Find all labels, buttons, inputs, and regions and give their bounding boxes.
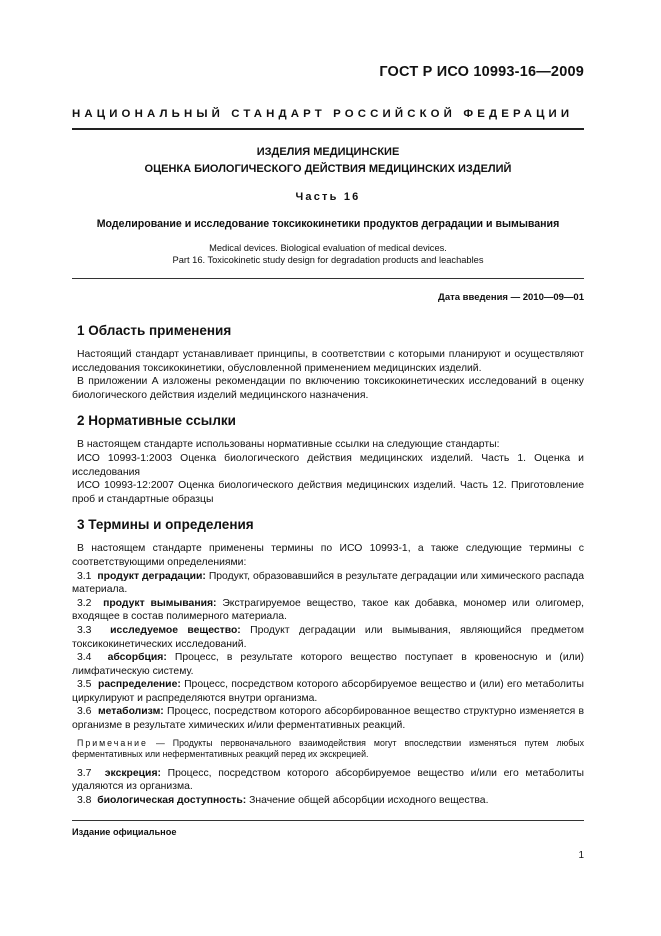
term-name: исследуемое вещество: bbox=[110, 624, 241, 636]
term-name: экскреция: bbox=[104, 767, 161, 779]
standard-code: ГОСТ Р ИСО 10993-16—2009 bbox=[379, 64, 584, 80]
term-name: метаболизм: bbox=[97, 706, 164, 718]
term-entry: 3.3 исследуемое вещество: Продукт деградации или вымывания, являющийся предметом токсикокинетических исследований. bbox=[72, 624, 585, 650]
document-subtitle: Моделирование и исследование токсикокинетики продуктов деградации и вымывания bbox=[96, 218, 560, 230]
note-text: — Продукты первоначального взаимодействия могут впоследствии изменяться путем любых ферментативных или неферментативных реакций перед их экскрецией. bbox=[72, 737, 584, 760]
term-name: продукт вымывания: bbox=[103, 597, 217, 609]
official-edition-label: Издание официальное bbox=[72, 827, 177, 837]
footer-divider bbox=[72, 820, 584, 821]
title-line-1: ИЗДЕЛИЯ МЕДИЦИНСКИЕ bbox=[256, 146, 400, 158]
section-2-reference: ИСО 10993-12:2007 Оценка биологического действия медицинских изделий. Часть 12. Приготовление проб и стандартные образцы bbox=[72, 480, 584, 505]
term-entry: 3.6 метаболизм: Процесс, посредством которого абсорбированное вещество структурно изменяется в организме в результате химических и/или ферментативных реакций. bbox=[72, 706, 585, 732]
section-1-paragraph: Настоящий стандарт устанавливает принципы, в соответствии с которыми планируют и осуществляют исследования токсикокинетики, обусловленной применением медицинских изделий. bbox=[72, 349, 584, 374]
document-body bbox=[72, 322, 584, 807]
note-label: Примечание bbox=[77, 737, 148, 748]
term-name: продукт деградации: bbox=[97, 570, 206, 582]
section-3-intro: В настоящем стандарте применены термины по ИСО 10993-1, а также следующие термины с соответствующими определениями: bbox=[72, 543, 584, 568]
english-title-line-2: Part 16. Toxicokinetic study design for degradation products and leachables bbox=[172, 255, 484, 265]
section-2-paragraph: В настоящем стандарте использованы нормативные ссылки на следующие стандарты: bbox=[77, 439, 500, 451]
section-1-heading: 1 Область применения bbox=[77, 323, 232, 338]
part-number: Часть 16 bbox=[295, 191, 361, 203]
section-2-heading: 2 Нормативные ссылки bbox=[77, 413, 236, 429]
title-line-2: ОЦЕНКА БИОЛОГИЧЕСКОГО ДЕЙСТВИЯ МЕДИЦИНСКИХ ИЗДЕЛИЙ bbox=[144, 163, 512, 175]
national-standard-banner: НАЦИОНАЛЬНЫЙ СТАНДАРТ РОССИЙСКОЙ ФЕДЕРАЦИИ bbox=[72, 108, 574, 120]
term-entry: 3.8 биологическая доступность: Значение общей абсорбции исходного вещества. bbox=[77, 794, 489, 806]
english-title-line-1: Medical devices. Biological evaluation of medical devices. bbox=[209, 243, 447, 253]
term-list bbox=[72, 570, 584, 808]
term-entry: 3.1 продукт деградации: Продукт, образовавшийся в результате деградации или химического распада материала. bbox=[72, 570, 585, 596]
section-2-reference: ИСО 10993-1:2003 Оценка биологического действия медицинских изделий. Часть 1. Оценка и исследования bbox=[72, 452, 584, 478]
section-1-paragraph: В приложении А изложены рекомендации по включению токсикокинетических исследований в оценку биологического действия изделий медицинского назначения. bbox=[72, 376, 584, 401]
term-name: биологическая доступность: bbox=[97, 794, 247, 806]
term-name: абсорбция: bbox=[107, 652, 167, 664]
section-3-heading: 3 Термины и определения bbox=[77, 517, 254, 533]
note bbox=[72, 738, 584, 761]
term-entry: 3.4 абсорбция: Процесс, в результате которого вещество поступает в кровеносную и (или) лимфатическую систему. bbox=[72, 652, 585, 677]
term-entry: 3.7 экскреция: Процесс, посредством которого абсорбируемое вещество и/или его метаболиты удаляются из организма. bbox=[72, 767, 584, 793]
term-name: распределение: bbox=[97, 679, 181, 691]
title-divider bbox=[72, 278, 584, 279]
effective-date: Дата введения — 2010—09—01 bbox=[438, 292, 584, 303]
page-number: 1 bbox=[578, 850, 584, 861]
term-entry: 3.2 продукт вымывания: Экстрагируемое вещество, такое как добавка, мономер или олигомер, входящее в состав полимерного материала. bbox=[72, 597, 584, 623]
term-entry: 3.5 распределение: Процесс, посредством которого абсорбируемое вещество и (или) его метаболиты циркулируют и распределяются внутри организма. bbox=[72, 679, 584, 704]
header-divider bbox=[72, 128, 584, 130]
